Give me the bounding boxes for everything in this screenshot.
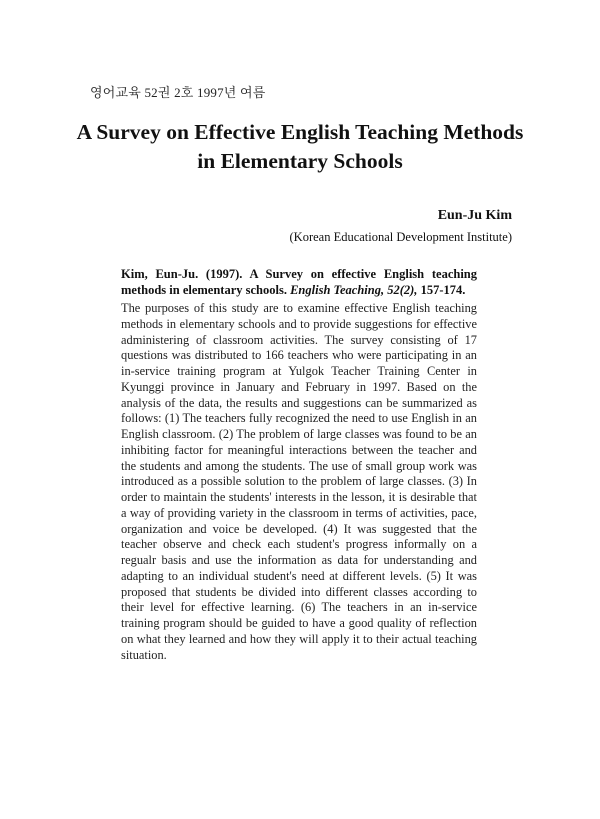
author-name: Eun-Ju Kim	[437, 208, 512, 223]
journal-header: 영어교육 52권 2호 1997년 여름	[90, 85, 266, 100]
paper-title	[40, 118, 560, 176]
citation-authors-year: Kim, Eun-Ju. (1997).	[121, 267, 243, 281]
paper-title-line-2: in Elementary Schools	[197, 149, 403, 173]
author-affiliation: (Korean Educational Development Institute)	[289, 230, 512, 244]
citation-journal: English Teaching, 52(2),	[290, 283, 418, 297]
paper-title-line-1: A Survey on Effective English Teaching Methods	[76, 120, 524, 144]
citation	[121, 266, 477, 298]
citation-pages: 157-174.	[420, 283, 466, 297]
abstract-section	[121, 266, 477, 663]
citation-title: A Survey on effective English teaching methods in elementary schools.	[121, 267, 477, 297]
abstract-body: The purposes of this study are to examine effective English teaching methods in elementary schools and to provide suggestions for effective administering of classroom activities. The survey consisting of 17 questions was distributed to 166 teachers who were participating in an in-service training program at Yulgok Teacher Training Center in Kyunggi province in January and February in 1997. Based on the analysis of the data, the results and suggestions can be summarized as follows: (1) The teachers fully recognized the need to use English in an English classroom. (2) The problem of large classes was found to be an inhibiting factor for meaningful interactions between the teacher and the students and among the students. The use of small group work was introduced as a possible solution to the problem of large classes. (3) In order to maintain the students' interests in the lesson, it is desirable that a way of providing variety in the classroom in terms of activities, pace, organization and voice be developed. (4) It was suggested that the teacher observe and check each student's progress informally on a regualr basis and use the information as data for understanding and adapting to an individual student's need at different levels. (5) It was proposed that students be divided into different classes according to their level for effective learning. (6) The teachers in an in-service training program should be guided to have a good quality of reflection on what they learned and how they will apply it to their actual teaching situation.	[121, 301, 477, 662]
